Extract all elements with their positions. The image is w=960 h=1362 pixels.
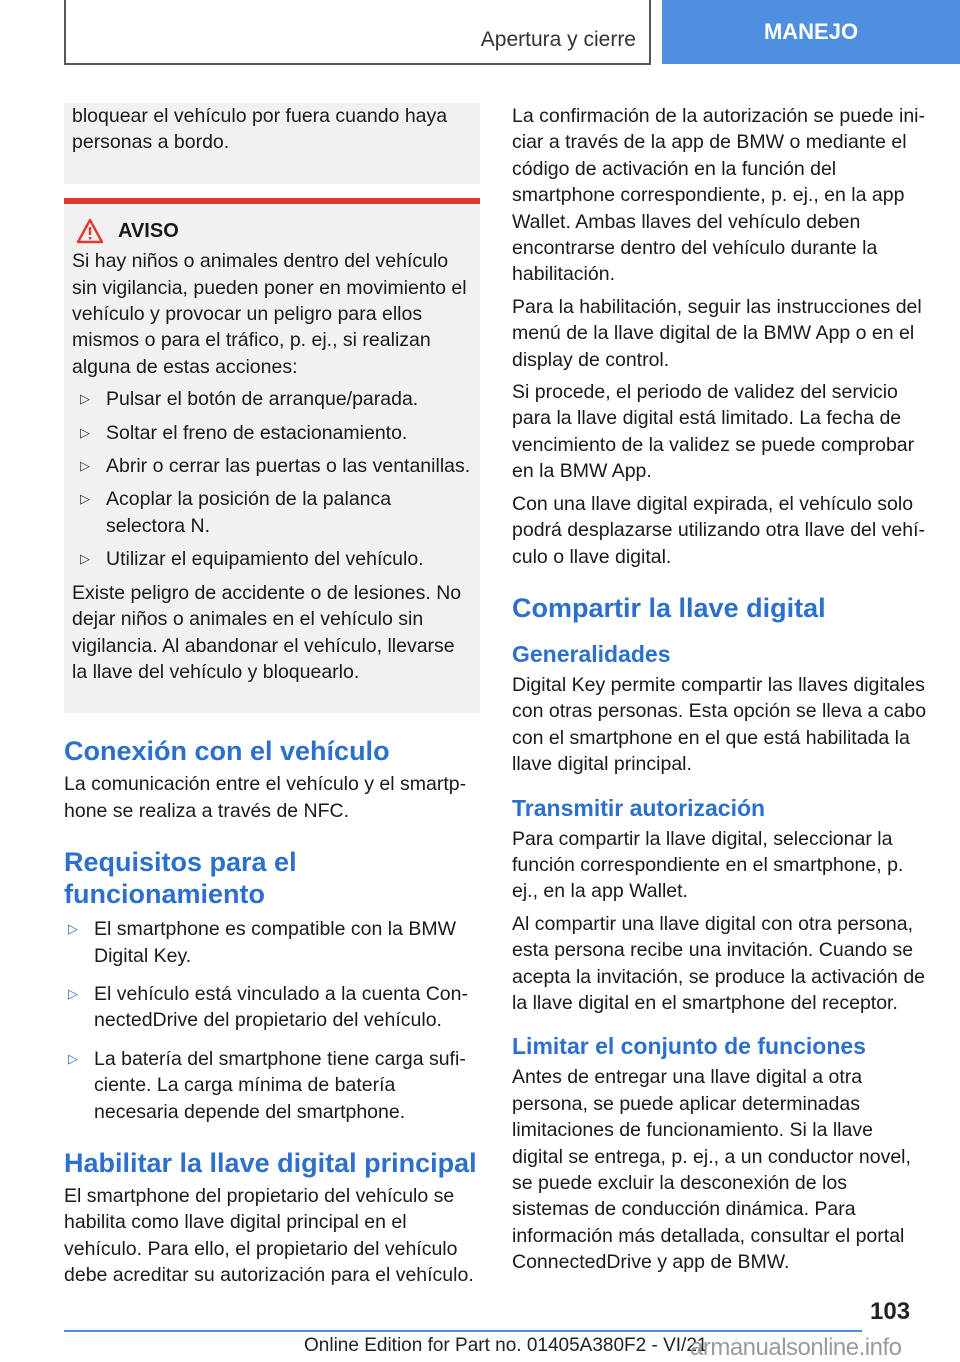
limitar-text: Antes de entregar una llave digital a otra persona, se puede aplicar determinadas limitaciones de funcionamiento. Si la llave digital se entrega, p. ej., a un conductor novel, se puede excluir la desconexión de los sistemas de conducción dinámica. Para información más detallada, consultar el portal ConnectedDrive y app de BMW. [512,1066,911,1274]
transmitir-text-2: Al compartir una llave digital con otra persona, esta persona recibe una invitación. Cuando se acepta la invitación, se produce la activación de la llave digital en el smartphone del receptor. [512,912,926,1014]
triangle-bullet-icon: ▷ [80,458,90,474]
list-item [72,486,472,539]
list-item-text: Soltar el freno de estacionamiento. [106,421,408,444]
list-item-text: Utilizar el equipamiento del vehículo. [106,548,424,571]
warning-list [72,386,472,572]
warning-triangle-icon [76,218,104,244]
page-number: 103 [870,1298,911,1325]
paragraph: Con una llave digital expirada, el vehículo solo podrá desplazarse utilizando otra llave del vehículo o llave digital. [512,492,926,568]
list-item [72,546,472,572]
warning-intro: Si hay niños o animales dentro del vehículo sin vigilancia, pueden poner en movimiento el vehículo y provocar un peligro para ellos mismos o para el tráfico, p. ej., si realizan alguna de estas acciones: [72,250,467,378]
continued-note-box [64,103,480,184]
triangle-bullet-icon: ▷ [80,491,90,507]
page-header [0,0,960,66]
paragraph: Si procede, el periodo de validez del servicio para la llave digital está limitado. La fecha de vencimiento de la validez se puede comprobar en la BMW App. [512,381,915,483]
header-rule-bottom [64,63,651,65]
chapter-tab-label: MANEJO [763,19,859,44]
footer-rule [64,1330,862,1332]
list-item-text: Abrir o cerrar las puertas o las ventanillas. [106,455,471,478]
heading-requisitos: Requisitos para el funcionamiento [64,847,297,910]
list-item [64,981,480,1034]
section-title: Apertura y cierre [480,28,636,51]
warning-outro: Existe peligro de accidente o de lesiones. No dejar niños o animales en el vehículo sin vigilancia. Al abandonar el vehículo, llevarse la llave del vehículo y bloquearlo. [72,581,462,683]
triangle-bullet-icon: ▷ [80,551,90,567]
list-item-text: La batería del smartphone tiene carga suficiente. La carga mínima de batería necesaria depende del smartphone. [94,1047,466,1123]
paragraph: La confirmación de la autorización se puede iniciar a través de la app de BMW o mediante el código de activación en la función del smartphone correspondiente, p. ej., en la app Wallet. Ambas llaves del vehículo deben encontrarse dentro del vehículo durante la habilitación. [512,105,926,286]
list-item-text: El smartphone es compatible con la BMW Digital Key. [94,918,456,967]
habilitar-text: El smartphone del propietario del vehículo se habilita como llave digital principal en el vehículo. Para ello, el propietario del vehículo debe acreditar su autorización para el vehículo. [64,1184,474,1287]
chapter-tab[interactable] [662,0,960,64]
list-item-text: El vehículo está vinculado a la cuenta ConnectedDrive del propietario del vehículo. [94,982,468,1032]
warning-title: AVISO [118,219,179,242]
heading-conexion: Conexión con el vehículo [64,736,390,767]
heading-transmitir: Transmitir autorización [512,794,766,821]
continued-note-text: bloquear el vehículo por fuera cuando haya personas a bordo. [72,105,448,154]
transmitir-text-1: Para compartir la llave digital, seleccionar la función correspondiente en el smartphone, p. ej., en la app Wallet. [512,827,904,903]
list-item [72,420,472,446]
edition-note: Online Edition for Part no. 01405A380F2 - VI/21 [304,1335,708,1356]
triangle-bullet-icon: ▷ [80,391,90,407]
warning-box [64,198,480,714]
conexion-text: La comunicación entre el vehículo y el smartphone se realiza a través de NFC. [64,773,467,822]
header-rule-left [64,0,66,64]
heading-habilitar: Habilitar la llave digital principal [64,1147,477,1178]
list-item [64,916,480,969]
generalidades-text: Digital Key permite compartir las llaves digitales con otras personas. Esta opción se lleva a cabo con el smartphone en el que está habilitada la llave digital principal. [512,673,927,776]
heading-compartir: Compartir la llave digital [512,592,826,623]
requisitos-list [64,916,480,1125]
triangle-bullet-icon: ▷ [68,921,78,937]
list-item [64,1046,480,1125]
list-item [72,386,472,412]
heading-generalidades: Generalidades [512,640,671,667]
list-item-text: Pulsar el botón de arranque/parada. [106,388,419,411]
heading-limitar: Limitar el conjunto de funciones [512,1033,866,1060]
right-column [512,103,928,1282]
warning-header [72,218,472,244]
list-item [72,453,472,479]
triangle-bullet-icon: ▷ [68,1050,78,1066]
list-item-text: Acoplar la posición de la palanca selectora N. [106,488,392,537]
paragraph: Para la habilitación, seguir las instrucciones del menú de la llave digital de la BMW App o en el display de control. [512,295,922,371]
watermark: armanualsonline.info [690,1334,902,1361]
triangle-bullet-icon: ▷ [68,985,78,1001]
triangle-bullet-icon: ▷ [80,424,90,440]
header-rule-right [649,0,651,64]
left-column [64,103,480,1295]
